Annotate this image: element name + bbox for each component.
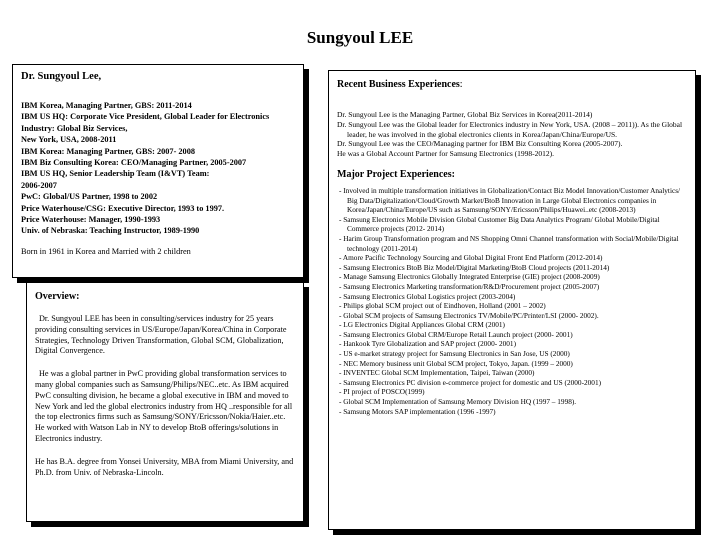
project-item: - Global SCM Implementation of Samsung Memory Division HQ (1997 – 1998). <box>339 397 577 407</box>
project-item: - Manage Samsung Electronics Globally Integrated Enterprise (GIE) project (2008-2009) <box>339 272 600 282</box>
project-item: - Samsung Electronics PC division e-commerce project for domestic and US (2000-2001) <box>339 377 602 387</box>
career-item: IBM US HQ: Corporate Vice President, Global Leader for Electronics Industry: Global Biz Services, <box>21 112 270 133</box>
career-item: Price Waterhouse/CSG: Executive Director, 1993 to 1997. <box>21 203 225 213</box>
career-item: PwC: Global/US Partner, 1998 to 2002 <box>21 192 158 202</box>
profile-panel <box>12 64 304 278</box>
personal-note: Born in 1961 in Korea and Married with 2 children <box>21 246 191 256</box>
project-list <box>337 186 687 416</box>
overview-heading: Overview: <box>35 291 80 302</box>
project-item: - PI project of POSCO(1999) <box>339 387 425 397</box>
overview-panel <box>26 282 304 522</box>
project-item: - Samsung Electronics Global CRM/Europe Retail Launch project (2000- 2001) <box>339 329 573 339</box>
recent-heading-colon: : <box>459 79 463 90</box>
project-item: - Amore Pacific Technology Sourcing and Global Digital Front End Platform (2012-2014) <box>339 253 603 263</box>
project-item: - INVENTEC Global SCM Implementation, Taipei, Taiwan (2000) <box>339 368 535 378</box>
overview-paragraph: He was a global partner in PwC providing global transformation services to many global companies such as Samsung/Philips/NEC..etc. As IBM acquired PwC consulting division, he became a global executive in IBM and moved to New York and led the global electronics industry from HQ ..responsible for all the top electronics firms such as Samsung/SONY/Ericsson/Nokia/Haier..etc. He worked with Watson Lab in NY to develop BtoB offerings/solutions in Electronics industry. <box>35 369 293 443</box>
recent-experience-list <box>337 110 687 159</box>
career-list <box>21 100 295 237</box>
project-experience-heading: Major Project Experiences: <box>337 168 455 180</box>
project-item: - NEC Memory business unit Global SCM project, Tokyo, Japan. (1999 – 2000) <box>339 358 573 368</box>
overview-paragraph: He has B.A. degree from Yonsei University, MBA from Miami University, and Ph.D. from Univ. of Nebraska-Lincoln. <box>35 456 294 477</box>
project-item: - Philips global SCM project out of Eindhoven, Holland (2001 – 2002) <box>339 301 546 311</box>
page-title: Sungyoul LEE <box>306 28 414 47</box>
project-item: - Global SCM projects of Samsung Electronics TV/Mobile/PC/Printer/LSI (2000- 2002). <box>339 310 599 320</box>
career-item: Price Waterhouse: Manager, 1990-1993 <box>21 215 161 225</box>
recent-item: He was a Global Account Partner for Samsung Electronics (1998-2012). <box>337 149 555 159</box>
experience-panel <box>328 70 696 530</box>
recent-item: Dr. Sungyoul Lee is the Managing Partner, Global Biz Services in Korea(2011-2014) <box>337 110 593 119</box>
project-item: - Samsung Electronics BtoB Biz Model/Digital Marketing/BtoB Cloud projects (2011-2014) <box>339 262 610 272</box>
project-item: - Involved in multiple transformation initiatives in Globalization/Contact Biz Model Innovation/Customer Analytics/ Big Data/Digitalization/Cloud/Growth Market/BtoB Innovation in Large Global Electronics companies in Korea/Japan/China/Europe/US such as Samsung/SONY/Ericsson/Philips/Huawei..etc (2008-2013) <box>339 185 681 215</box>
profile-name: Dr. Sungyoul Lee, <box>21 71 102 82</box>
career-item: IBM Korea: Managing Partner, GBS: 2007- 2008 <box>21 146 195 156</box>
project-item: - Samsung Electronics Marketing transformation/R&D/Procurement project (2005-2007) <box>339 281 600 291</box>
project-item: - Harim Group Transformation program and NS Shopping Omni Channel transformation with Social/Mobile/Digital technology (2011-2014) <box>339 233 679 253</box>
career-item: 2006-2007 <box>21 180 57 190</box>
overview-paragraph: Dr. Sungyoul LEE has been in consulting/services industry for 25 years providing consulting services in US/Europe/Japan/Korea/China in Corporate Strategies, Technology Driven Transformation, Global SCM, Globalization, Digital Convergence. <box>35 314 287 356</box>
project-item: - Samsung Electronics Global Logistics project (2003-2004) <box>339 291 516 301</box>
recent-item: Dr. Sungyoul Lee was the Global leader for Electronics industry in New York, USA. (2008 – 2011)). As the Global leader, he was involved in the global electronics clients in Korea/Japan/China/Europe/US. <box>337 119 683 139</box>
recent-item: Dr. Sungyoul Lee was the CEO/Managing partner for IBM Biz Consulting Korea (2005-2007). <box>337 139 623 149</box>
career-item: IBM US HQ, Senior Leadership Team (I&VT) Team: <box>21 169 210 179</box>
project-item: - US e-market strategy project for Samsung Electronics in San Jose, US (2000) <box>339 349 570 359</box>
recent-heading-text: Recent Business Experiences <box>337 79 460 90</box>
career-item: IBM Korea, Managing Partner, GBS: 2011-2014 <box>21 101 192 110</box>
recent-experience-heading <box>337 79 687 90</box>
career-item: Univ. of Nebraska: Teaching Instructor, 1989-1990 <box>21 226 200 236</box>
project-item: - Samsung Electronics Mobile Division Global Customer Big Data Analytics Program/ Global Mobile/Digital Commerce projects (2012- 2014) <box>339 214 660 234</box>
career-item: New York, USA, 2008-2011 <box>21 135 117 145</box>
project-item: - LG Electronics Digital Appliances Global CRM (2001) <box>339 320 505 330</box>
project-item: - Hankook Tyre Globalization and SAP project (2000- 2001) <box>339 339 517 349</box>
career-item: IBM Biz Consulting Korea: CEO/Managing Partner, 2005-2007 <box>21 158 247 168</box>
project-item: - Samsung Motors SAP implementation (1996 -1997) <box>339 406 496 416</box>
